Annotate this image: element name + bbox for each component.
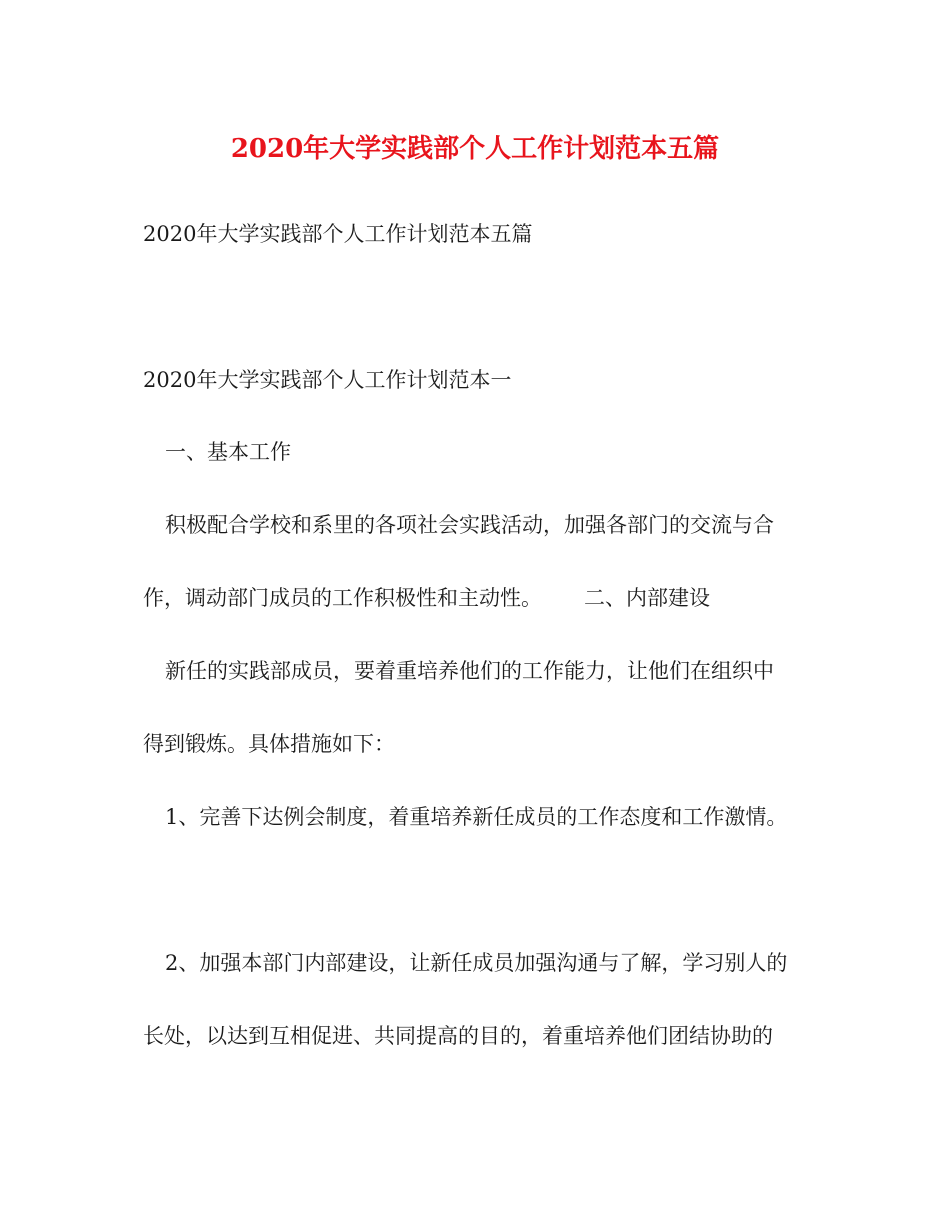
section-heading-line: 2020年大学实践部个人工作计划范本一 — [143, 368, 512, 392]
subtitle-line: 2020年大学实践部个人工作计划范本五篇 — [143, 222, 533, 246]
paragraph-line: 得到锻炼。具体措施如下： — [143, 732, 395, 756]
list-item-1: 1、完善下达例会制度，着重培养新任成员的工作态度和工作激情。 — [165, 805, 788, 829]
paragraph-line: 新任的实践部成员，要着重培养他们的工作能力，让他们在组织中 — [165, 659, 774, 683]
list-item-2: 2、加强本部门内部建设，让新任成员加强沟通与了解，学习别人的 — [165, 951, 788, 975]
heading-internal-construction: 二、内部建设 — [584, 586, 710, 610]
paragraph-line: 积极配合学校和系里的各项社会实践活动，加强各部门的交流与合 — [165, 513, 774, 537]
heading-basic-work: 一、基本工作 — [165, 440, 291, 464]
paragraph-line: 长处，以达到互相促进、共同提高的目的，着重培养他们团结协助的 — [143, 1024, 773, 1048]
document-title: 2020年大学实践部个人工作计划范本五篇 — [230, 134, 720, 164]
paragraph-line-text: 作，调动部门成员的工作积极性和主动性。 — [143, 586, 542, 610]
paragraph-line — [143, 586, 710, 611]
